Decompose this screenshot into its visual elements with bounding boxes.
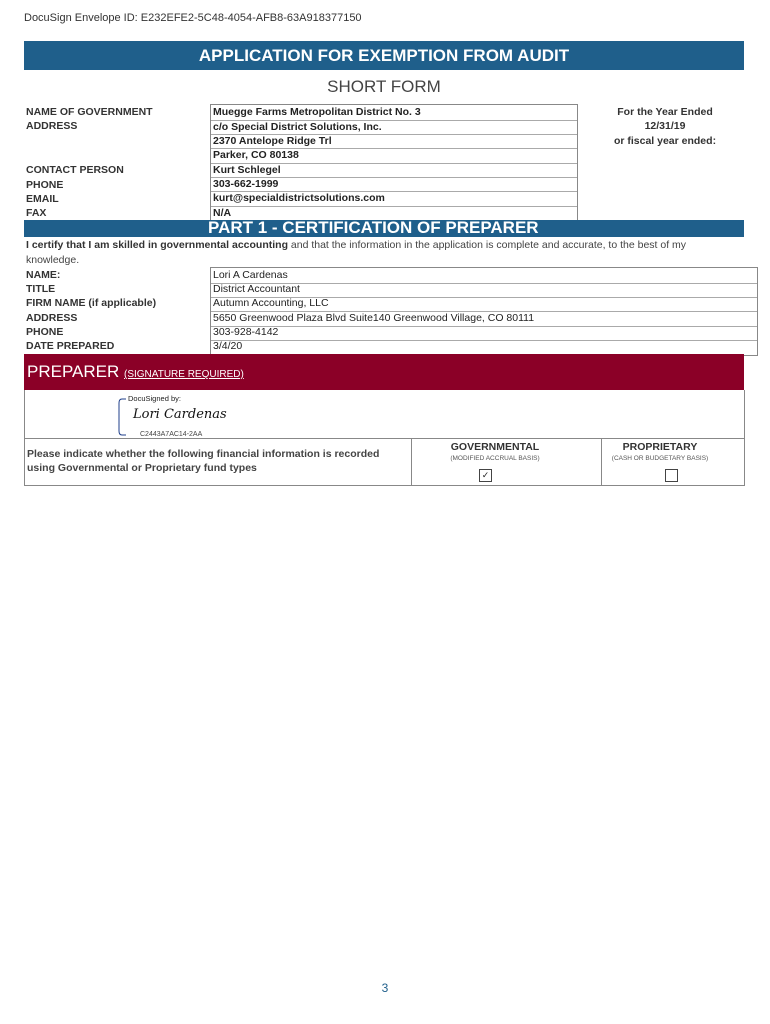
fax-value[interactable]: N/A (213, 207, 232, 219)
year-ended-label: For the Year Ended (617, 106, 713, 118)
label-preparer-name: NAME: (26, 269, 61, 281)
contact-person-value[interactable]: Kurt Schlegel (213, 164, 281, 176)
label-phone: PHONE (26, 179, 64, 191)
certification-rest: and that the information in the application is complete and accurate, to the best of my knowledge. (26, 239, 687, 266)
label-preparer-phone: PHONE (26, 326, 64, 338)
phone-value[interactable]: 303-662-1999 (213, 178, 279, 190)
fiscal-year-label: or fiscal year ended: (613, 135, 717, 147)
page-number: 3 (381, 981, 389, 995)
certification-statement (26, 238, 726, 267)
preparer-signature-heading (27, 362, 244, 382)
government-info-box (210, 104, 578, 222)
firm-name-value[interactable]: Autumn Accounting, LLC (213, 297, 329, 309)
envelope-id: DocuSign Envelope ID: E232EFE2-5C48-4054-AFB8-63A918377150 (24, 12, 362, 24)
certification-bold: I certify that I am skilled in governmental accounting (26, 239, 288, 251)
preparer-title-value[interactable]: District Accountant (213, 283, 300, 295)
label-date-prepared: DATE PREPARED (26, 340, 115, 352)
label-address: ADDRESS (26, 120, 78, 132)
preparer-title-text: PREPARER (27, 362, 120, 381)
check-icon: ✓ (481, 470, 490, 480)
proprietary-checkbox[interactable] (665, 469, 678, 482)
label-email: EMAIL (26, 193, 59, 205)
signature-required-text: (SIGNATURE REQUIRED) (124, 369, 244, 380)
address-line-1[interactable]: c/o Special District Solutions, Inc. (213, 121, 382, 133)
date-prepared-value[interactable]: 3/4/20 (213, 340, 243, 352)
signature-id: C2443A7AC14-2AA (140, 431, 203, 438)
part1-title: PART 1 - CERTIFICATION OF PREPARER (208, 218, 539, 237)
proprietary-sub-label: (CASH OR BUDGETARY BASIS) (611, 455, 709, 462)
government-name-value[interactable]: Muegge Farms Metropolitan District No. 3 (213, 106, 421, 118)
governmental-label: GOVERNMENTAL (450, 441, 540, 453)
preparer-address-value[interactable]: 5650 Greenwood Plaza Blvd Suite140 Greenwood Village, CO 80111 (213, 312, 535, 324)
label-preparer-title: TITLE (26, 283, 56, 295)
form-subtitle: SHORT FORM (327, 77, 441, 96)
label-firm-name: FIRM NAME (if applicable) (26, 297, 157, 309)
email-value[interactable]: kurt@specialdistrictsolutions.com (213, 192, 385, 204)
address-line-2[interactable]: 2370 Antelope Ridge Trl (213, 135, 332, 147)
handwritten-signature: Lori Cardenas (133, 407, 227, 422)
fund-type-question: Please indicate whether the following financial information is recorded using Governmental or Proprietary fund types (27, 448, 380, 474)
label-fax: FAX (26, 207, 47, 219)
label-preparer-address: ADDRESS (26, 312, 78, 324)
preparer-name-value[interactable]: Lori A Cardenas (213, 269, 288, 281)
address-line-3[interactable]: Parker, CO 80138 (213, 149, 299, 161)
docusigned-by-label: DocuSigned by: (128, 394, 181, 403)
form-title: APPLICATION FOR EXEMPTION FROM AUDIT (24, 41, 744, 70)
governmental-sub-label: (MODIFIED ACCRUAL BASIS) (450, 455, 540, 462)
label-government-name: NAME OF GOVERNMENT (26, 106, 153, 118)
preparer-phone-value[interactable]: 303-928-4142 (213, 326, 279, 338)
year-ended-value[interactable]: 12/31/19 (644, 120, 686, 132)
preparer-info-box (210, 267, 758, 356)
label-contact-person: CONTACT PERSON (26, 164, 124, 176)
proprietary-label: PROPRIETARY (622, 441, 698, 453)
governmental-checkbox[interactable] (479, 469, 492, 482)
